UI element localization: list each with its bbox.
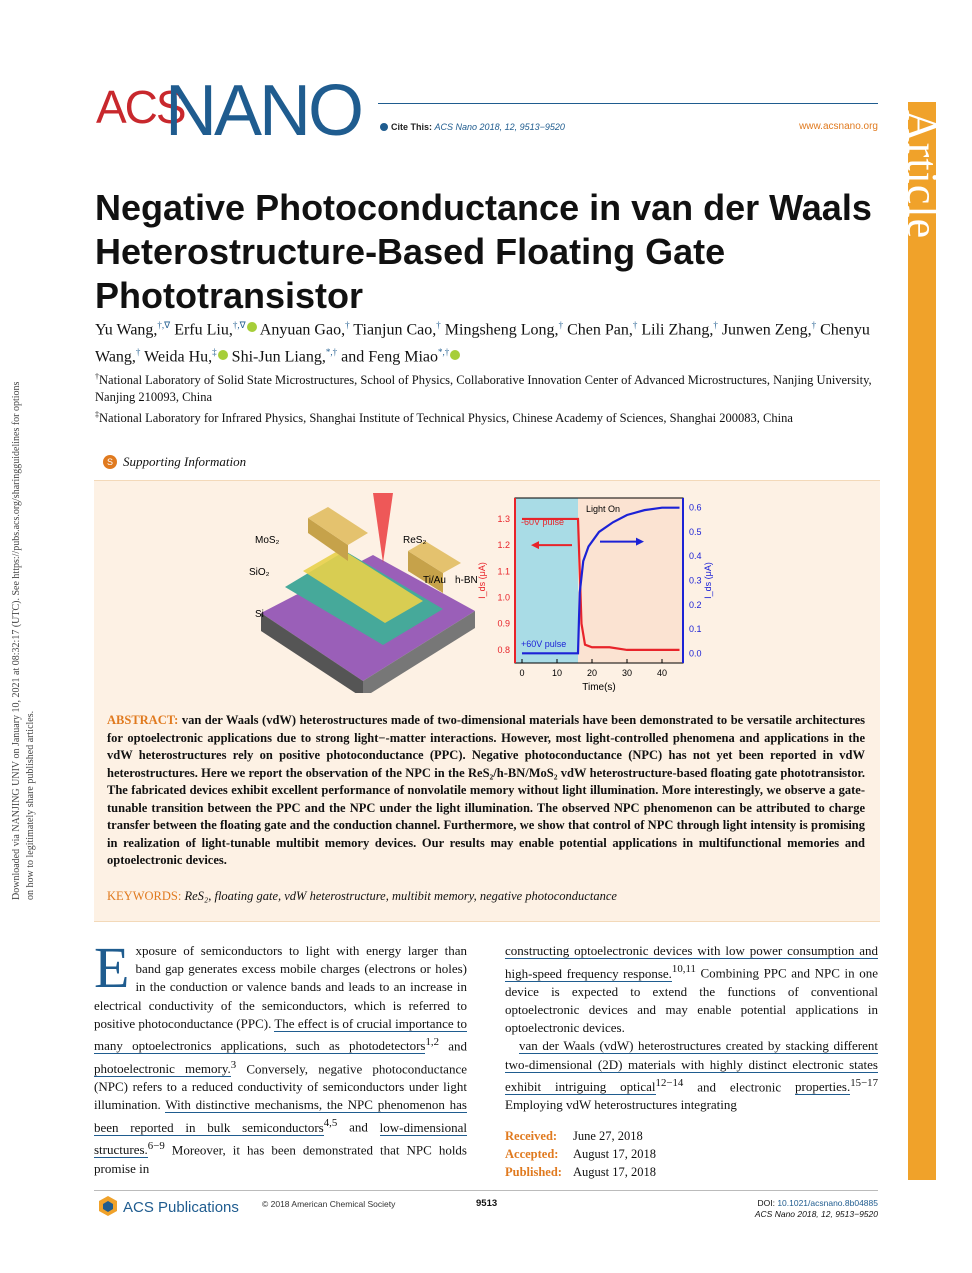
affiliation-1 — [95, 368, 895, 406]
x-tick-label: 30 — [621, 668, 633, 678]
light-region — [578, 498, 683, 663]
accepted-date: August 17, 2018 — [573, 1147, 656, 1161]
author-affiliation-mark: *,† — [325, 347, 338, 358]
label-res2: ReS₂ — [403, 535, 427, 546]
keywords-text: ReS₂, floating gate, vdW heterostructure, multibit memory, negative photoconductance — [184, 889, 617, 903]
x-tick-label: 20 — [586, 668, 598, 678]
x-tick-label: 10 — [551, 668, 563, 678]
author[interactable]: Erfu Liu, — [174, 321, 233, 339]
body-text: and — [439, 1038, 467, 1054]
author-affiliation-mark: † — [135, 347, 141, 358]
doi-label: DOI: — [757, 1198, 778, 1208]
nano-logo-text: NANO — [165, 71, 362, 151]
right-axis-label: I_ds (μA) — [703, 562, 713, 599]
abstract — [107, 712, 865, 870]
author-list — [95, 314, 895, 369]
article-tab — [908, 102, 936, 1180]
left-tick-label: 0.8 — [497, 644, 510, 655]
header-rule — [378, 103, 878, 104]
left-tick-label: 0.9 — [497, 618, 510, 629]
publisher-name: ACS Publications — [123, 1199, 239, 1216]
affiliation-mark: † — [95, 372, 99, 381]
published-row — [505, 1163, 656, 1181]
body-link[interactable]: The effect is of crucial importance to many optoelectronics applications, such as photodetectors — [94, 1015, 467, 1054]
x-tick-label: 0 — [519, 668, 525, 678]
page-number: 9513 — [476, 1198, 498, 1209]
cite-text[interactable]: ACS Nano 2018, 12, 9513−9520 — [434, 122, 565, 132]
author-affiliation-mark: † — [632, 320, 638, 330]
x-tick-label: 40 — [656, 668, 668, 678]
body-link[interactable]: With distinctive mechanisms, the NPC phenomenon has been reported in bulk semiconductors — [94, 1097, 467, 1135]
received-label: Received: — [505, 1129, 558, 1143]
body-text: Employing vdW heterostructures integrating — [505, 1097, 737, 1113]
ref-sup[interactable]: 15−17 — [850, 1076, 878, 1089]
doi-link[interactable]: 10.1021/acsnano.8b04885 — [777, 1198, 878, 1208]
received-row — [505, 1127, 656, 1145]
body-right-column — [505, 942, 878, 1114]
right-tick-label: 0.0 — [689, 648, 702, 659]
body-left-column — [94, 935, 467, 1178]
affiliation-mark: ‡ — [95, 410, 99, 419]
body-text: Combining PPC and NPC in one device is expected to extend the functions of conventional optoelectronic devices and may enable potential applications in optoelectronic devices. — [505, 965, 878, 1036]
author-affiliation-mark: † — [713, 320, 718, 330]
keywords — [107, 888, 865, 906]
left-tick-label: 1.1 — [497, 566, 510, 577]
author-affiliation-mark: †,∇ — [157, 320, 171, 330]
publication-dates — [505, 1127, 656, 1181]
body-text: and — [337, 1119, 380, 1135]
dropcap: E — [94, 935, 130, 1000]
left-tick-label: 1.3 — [497, 513, 510, 524]
affiliation-text: National Laboratory for Infrared Physics, Shanghai Institute of Technical Physics, Chinese Academy of Sciences, Shanghai 200083, China — [99, 411, 793, 426]
keywords-label: KEYWORDS: — [107, 889, 182, 903]
author[interactable]: Mingsheng Long, — [444, 321, 559, 339]
supporting-info-label: Supporting Information — [123, 454, 247, 469]
abstract-label: ABSTRACT: — [107, 713, 179, 727]
published-label: Published: — [505, 1165, 562, 1179]
affiliation-text: National Laboratory of Solid State Microstructures, School of Physics, Collaborative Innovation Center of Advanced Microstructures, Nanjing University, Nanjing 210093, China — [95, 373, 872, 405]
label-si: Si — [255, 609, 264, 620]
body-link[interactable]: constructing optoelectronic devices with low power consumption and high-speed frequency response. — [505, 943, 878, 981]
author-affiliation-mark: † — [558, 320, 564, 330]
author-affiliation-mark: † — [436, 320, 441, 330]
right-tick-label: 0.1 — [689, 624, 702, 635]
footer-rule — [94, 1190, 878, 1191]
pulse-neg-label: -60V pulse — [521, 517, 565, 527]
body-text: Conversely, negative photoconductance (NPC) refers to a reduced conductivity of semiconductors under light illumination. — [94, 1060, 467, 1113]
ref-sup[interactable]: 1,2 — [425, 1036, 440, 1049]
body-text: Moreover, it has been demonstrated that NPC holds promise in — [94, 1142, 467, 1176]
author[interactable]: Weida Hu, — [144, 348, 213, 366]
author-affiliation-mark: †,∇ — [232, 320, 246, 330]
abstract-text: van der Waals (vdW) heterostructures made of two-dimensional materials have been demonstrated to be versatile architectures for optoelectronic applications due to strong light−-matter interactions. However, most light-controlled phenomena and applications in the vdW heterostructures rely on positive photoconductance (PPC). Negative photoconductance (NPC) has not yet been reported in vdW heterostructures. Here we report the observation of the NPC in the ReS₂/h-BN/MoS₂ vdW heterostructure-based floating gate phototransistor. The fabricated devices exhibit excellent performance of nonvolatile memory without light illumination. More interestingly, we observe a gate-tunable transition between the PPC and the NPC under the light illumination. The observed NPC phenomenon can be attributed to charge transfer between the floating gate and the conduction channel. Furthermore, we show that control of NPC through light intensity is promising in realization of light-tunable multibit memory devices. Our results may enable potential applications in multifunctional memories and optoelectronic devices. — [107, 713, 865, 867]
left-tick-label: 1.2 — [497, 540, 510, 551]
toc-graphic — [243, 493, 723, 693]
ref-sup[interactable]: 4,5 — [323, 1117, 338, 1130]
cite-icon — [380, 123, 388, 131]
chart — [477, 498, 713, 693]
journal-url[interactable]: www.acsnano.org — [799, 121, 878, 132]
pulse-pos-label: +60V pulse — [521, 639, 567, 649]
body-link[interactable]: photoelectronic memory. — [94, 1060, 231, 1076]
acs-logo-text: ACS — [96, 81, 185, 133]
ref-sup[interactable]: 10,11 — [671, 963, 696, 976]
right-tick-label: 0.4 — [689, 551, 702, 562]
author[interactable]: Lili Zhang, — [641, 321, 714, 339]
body-link[interactable]: properties. — [795, 1079, 851, 1095]
author-affiliation-mark: *,† — [438, 347, 450, 358]
paper-title: Negative Photoconductance in van der Waals Heterostructure-Based Floating Gate Phototransistor — [95, 187, 872, 316]
orcid-icon[interactable] — [450, 350, 460, 360]
affiliation-2 — [95, 406, 895, 427]
light-on-label: Light On — [586, 504, 621, 514]
acs-publications-logo[interactable] — [97, 1195, 239, 1217]
supporting-info-icon: S — [103, 455, 117, 469]
right-tick-label: 0.5 — [689, 526, 702, 537]
orcid-icon[interactable] — [247, 322, 257, 332]
author-affiliation-mark: † — [345, 320, 350, 330]
author-affiliation-mark: † — [811, 320, 817, 330]
accepted-row — [505, 1145, 656, 1163]
ref-sup[interactable]: 3 — [230, 1058, 237, 1071]
article-tab-label: Article — [898, 110, 947, 240]
label-hbn: h-BN — [455, 575, 478, 586]
cite-this[interactable] — [380, 122, 565, 132]
right-tick-label: 0.6 — [689, 502, 702, 513]
acs-hexagon-icon — [97, 1195, 119, 1217]
author[interactable]: Anyuan Gao, — [259, 321, 346, 339]
body-text: xposure of semiconductors to light with energy larger than band gap generates excess mobile charges (electrons or holes) in the conduction or valence bands and leads to an increase in electrical conductivity of the semiconductors, which is referred to positive photoconductance (PPC). — [94, 943, 467, 1031]
laser-beam — [373, 493, 393, 563]
body-link[interactable]: van der Waals (vdW) heterostructures created by stacking different two-dimensional (2D) materials with highly distinct electronic states exhibit intriguing optical — [505, 1038, 878, 1095]
device-illustration — [249, 493, 478, 693]
cite-label: Cite This: — [391, 122, 433, 132]
body-text: and electronic — [683, 1079, 795, 1095]
left-axis-label: I_ds (μA) — [477, 562, 487, 599]
author[interactable]: Chenyu Wang, — [95, 321, 870, 366]
author[interactable]: and Feng Miao — [341, 348, 439, 366]
ref-sup[interactable]: 6−9 — [147, 1140, 165, 1153]
published-date: August 17, 2018 — [573, 1165, 656, 1179]
label-sio2: SiO₂ — [249, 567, 270, 578]
download-note: Downloaded via NANJING UNIV on January 10, 2021 at 08:32:17 (UTC). See https://pubs.acs.org/sharingguidelines for options on how to legitimately share published articles. — [11, 381, 36, 900]
author[interactable]: Tianjun Cao, — [353, 321, 437, 339]
author[interactable]: Chen Pan, — [567, 321, 633, 339]
label-mos2: MoS₂ — [255, 535, 280, 546]
copyright: © 2018 American Chemical Society — [262, 1199, 396, 1209]
footer-citation: ACS Nano 2018, 12, 9513−9520 — [754, 1209, 878, 1219]
right-tick-label: 0.2 — [689, 599, 702, 610]
received-date: June 27, 2018 — [573, 1129, 643, 1143]
accepted-label: Accepted: — [505, 1147, 559, 1161]
author[interactable]: Yu Wang, — [95, 321, 158, 339]
author[interactable]: Shi-Jun Liang, — [231, 348, 326, 366]
x-axis-label: Time(s) — [582, 682, 616, 693]
author-affiliation-mark: ‡ — [212, 347, 217, 358]
body-paragraph — [505, 1037, 878, 1114]
author[interactable]: Junwen Zeng, — [721, 321, 812, 339]
body-link[interactable]: low-dimensional structures. — [94, 1119, 467, 1158]
left-tick-label: 1.0 — [497, 592, 510, 603]
orcid-icon[interactable] — [218, 350, 228, 360]
ref-sup[interactable]: 12−14 — [655, 1076, 684, 1089]
doi-block — [755, 1198, 878, 1220]
right-tick-label: 0.3 — [689, 575, 702, 586]
supporting-info-link[interactable] — [103, 454, 246, 470]
label-tiau: Ti/Au — [423, 575, 446, 586]
